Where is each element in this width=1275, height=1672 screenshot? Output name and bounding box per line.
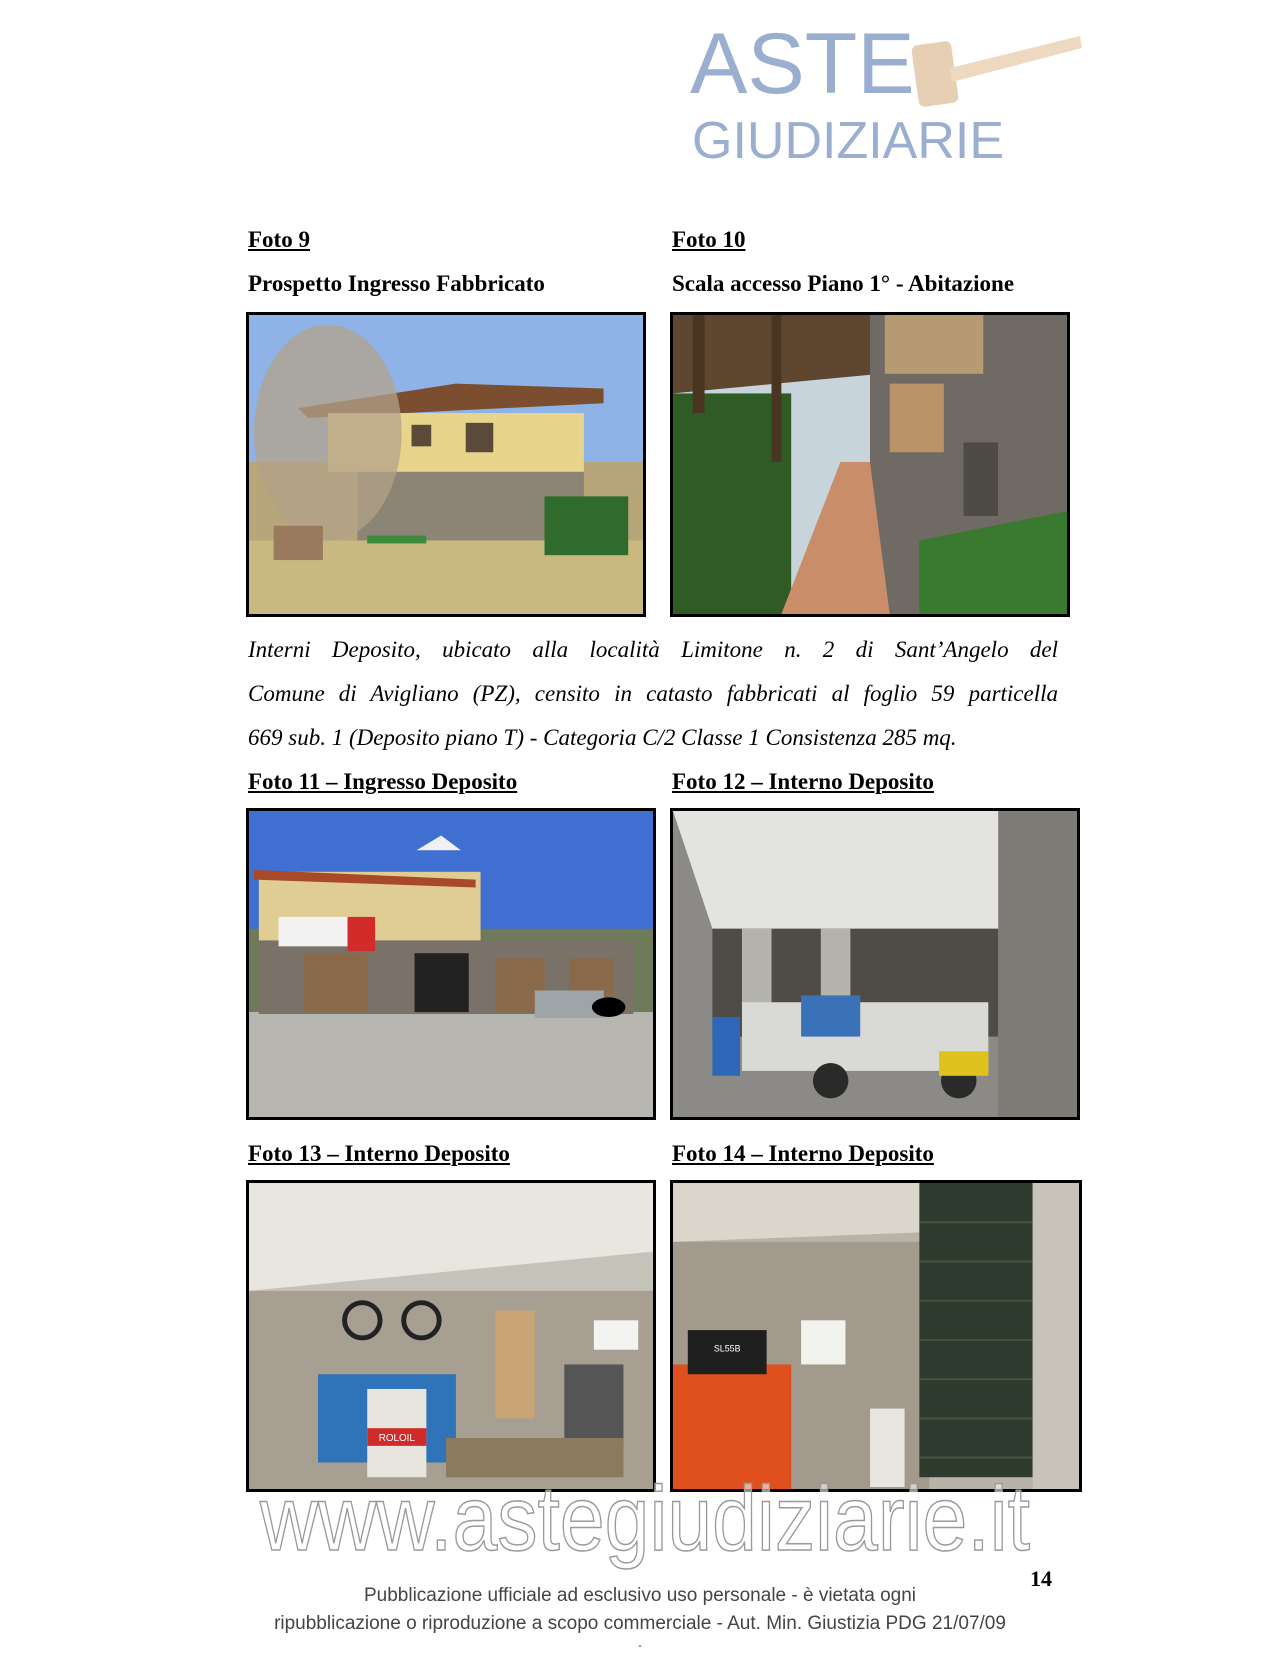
watermark-url: [255, 1468, 1035, 1568]
page-number: 14: [1030, 1566, 1052, 1591]
watermark-url-text: www.astegiudiziarie.it: [259, 1468, 1030, 1570]
photo-foto13-depot-interior-barrel: [246, 1180, 656, 1492]
logo-line1: ASTE: [690, 16, 915, 112]
footer-line3: -: [638, 1638, 642, 1652]
aste-giudiziarie-logo: [690, 18, 1090, 168]
foto11-caption: Foto 11 – Ingresso Deposito: [248, 769, 518, 794]
paragraph-line3: 669 sub. 1 (Deposito piano T) - Categoria C/2 Classe 1 Consistenza 285 mq.: [248, 725, 957, 750]
gavel-icon: [911, 36, 1082, 107]
photo-foto11-depot-entrance: [246, 808, 656, 1120]
photo-foto14-depot-interior-shutter: [670, 1180, 1082, 1492]
logo-graphic: [690, 18, 1090, 168]
description-paragraph: [248, 628, 1058, 760]
foto10-title: Foto 10: [672, 227, 746, 252]
foto14-caption: Foto 14 – Interno Deposito: [672, 1141, 934, 1166]
photo-foto10-staircase: [670, 312, 1070, 617]
footer-notice: [180, 1582, 1100, 1652]
photo-foto9-building-front: [246, 312, 646, 617]
foto9-description: Prospetto Ingresso Fabbricato: [248, 271, 545, 296]
barrel-brand-label: ROLOIL: [378, 1432, 415, 1444]
logo-line2: GIUDIZIARIE: [692, 112, 1005, 170]
photo-foto12-depot-interior-truck: [670, 808, 1080, 1120]
paragraph-line1: Interni Deposito, ubicato alla località Limitone n. 2 di Sant’Angelo del: [248, 637, 1058, 662]
foto13-caption: Foto 13 – Interno Deposito: [248, 1141, 510, 1166]
foto12-caption: Foto 12 – Interno Deposito: [672, 769, 934, 794]
paragraph-line2: Comune di Avigliano (PZ), censito in catasto fabbricati al foglio 59 particella: [248, 681, 1058, 706]
footer-line1: Pubblicazione ufficiale ad esclusivo uso personale - è vietata ogni: [363, 1585, 917, 1606]
foto9-title: Foto 9: [248, 227, 310, 252]
machine-model-label: SL55B: [713, 1343, 741, 1354]
footer-line2: ripubblicazione o riproduzione a scopo commerciale - Aut. Min. Giustizia PDG 21/07/09: [274, 1613, 1006, 1634]
foto10-description: Scala accesso Piano 1° - Abitazione: [672, 271, 1015, 296]
